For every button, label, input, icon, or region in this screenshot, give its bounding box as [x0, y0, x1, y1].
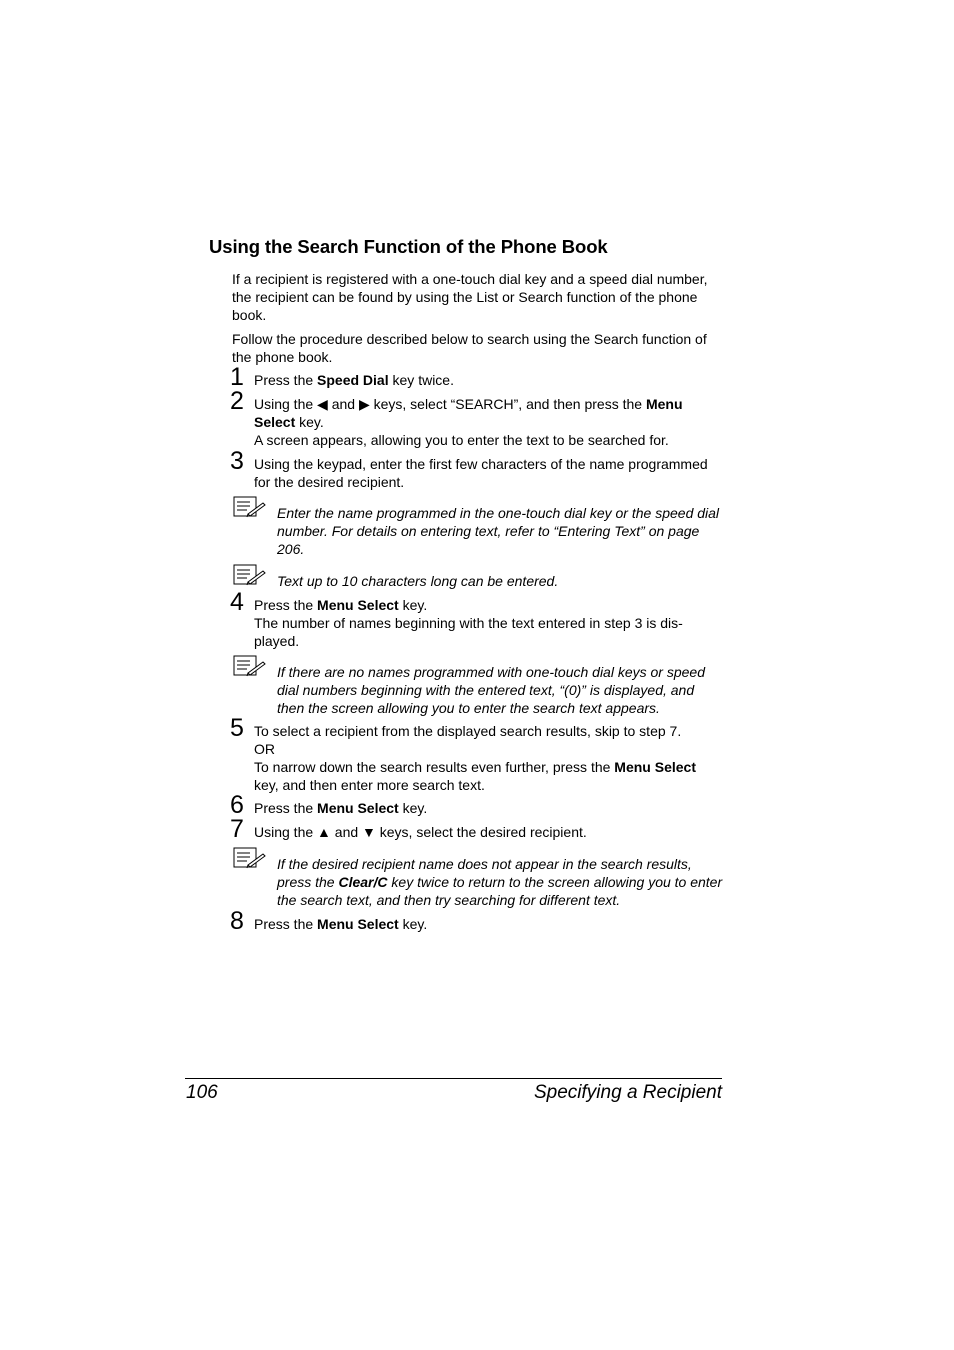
step-8-text: Press the Menu Select key. — [254, 916, 428, 932]
step-4-number: 4 — [230, 588, 244, 616]
page-number: 106 — [186, 1082, 218, 1103]
footer-section-title: Specifying a Recipient — [534, 1082, 722, 1103]
note-pencil-icon — [233, 496, 267, 518]
step-7-number: 7 — [230, 815, 244, 843]
step-6-text: Press the Menu Select key. — [254, 800, 428, 816]
step-4-text: Press the Menu Select key. The number of names beginning with the text entered in step 3 is dis-played. — [254, 597, 683, 649]
note-4-text: If the desired recipient name does not appear in the search results, press the Clear/C key twice to return to the screen allowing you to enter the search text, and then try searching for different text. — [277, 856, 723, 908]
intro-paragraph-2: Follow the procedure described below to search using the Search function of the phone book. — [232, 331, 707, 365]
section-heading: Using the Search Function of the Phone Book — [209, 236, 608, 257]
footer-rule — [185, 1078, 722, 1079]
step-5-text: To select a recipient from the displayed search results, skip to step 7. OR To narrow down the search results even further, press the Menu Select key, and then enter more search text. — [254, 723, 696, 793]
step-2-number: 2 — [230, 387, 244, 415]
step-1-number: 1 — [230, 363, 244, 391]
step-6-number: 6 — [230, 791, 244, 819]
step-5-number: 5 — [230, 714, 244, 742]
note-pencil-icon — [233, 655, 267, 677]
step-3-text: Using the keypad, enter the first few characters of the name programmed for the desired recipient. — [254, 456, 708, 490]
note-pencil-icon — [233, 564, 267, 586]
step-2-text: Using the ◀ and ▶ keys, select “SEARCH”, and then press the Menu Select key. A screen appears, allowing you to enter the text to be searched for. — [254, 396, 683, 448]
note-2-text: Text up to 10 characters long can be entered. — [277, 573, 559, 589]
step-7-text: Using the ▲ and ▼ keys, select the desired recipient. — [254, 824, 587, 840]
note-pencil-icon — [233, 847, 267, 869]
step-3-number: 3 — [230, 447, 244, 475]
note-1-text: Enter the name programmed in the one-touch dial key or the speed dial number. For details on entering text, refer to “Entering Text” on page 206. — [277, 505, 720, 557]
step-1-text: Press the Speed Dial key twice. — [254, 372, 454, 388]
intro-paragraph-1: If a recipient is registered with a one-touch dial key and a speed dial number, the recipient can be found by using the List or Search function of the phone book. — [232, 271, 708, 323]
note-3-text: If there are no names programmed with one-touch dial keys or speed dial numbers beginning with the entered text, “(0)” is displayed, and then the screen allowing you to enter the search text appears. — [277, 664, 706, 716]
step-8-number: 8 — [230, 907, 244, 935]
